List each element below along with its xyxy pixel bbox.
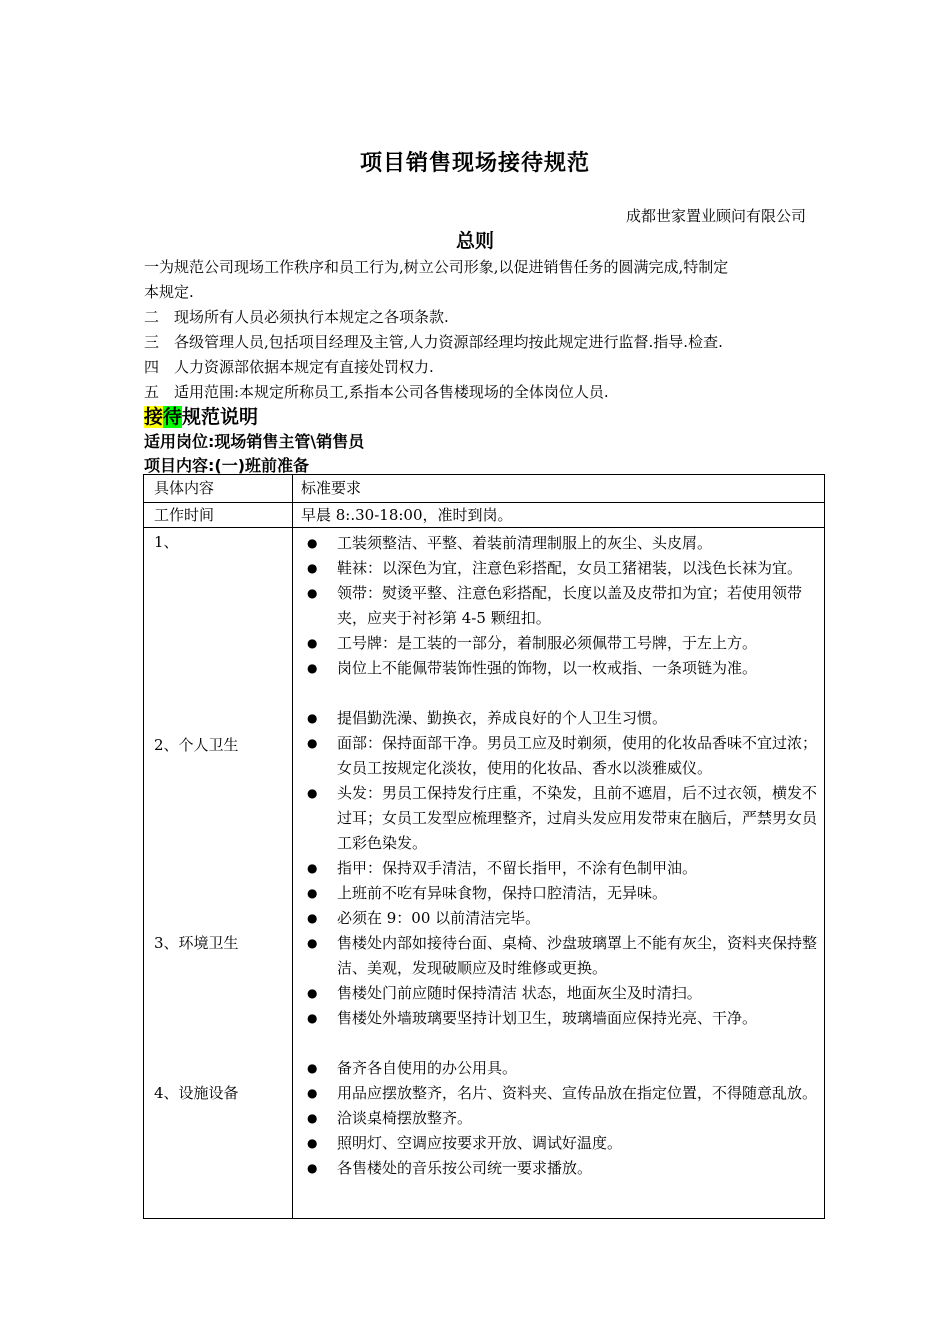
project-content: 项目内容:(一)班前准备 (144, 456, 310, 475)
list-item: ● 售楼处外墙玻璃要坚持计划卫生，玻璃墙面应保持光亮、干净。 (301, 1006, 818, 1031)
section-heading-part2: 待 (163, 406, 183, 428)
list-item: ● 洽谈桌椅摆放整齐。 (301, 1106, 818, 1131)
general-heading: 总则 (455, 230, 494, 252)
list-item: ● 岗位上不能佩带装饰性强的饰物，以一枚戒指、一条项链为准。 (301, 656, 818, 681)
list-item: ● 面部：保持面部干净。男员工应及时剃须，使用的化妆品香味不宜过浓；女员工按规定化淡妆，使用的化妆品、香水以淡雅威仪。 (301, 731, 818, 781)
bullet-icon: ● (307, 586, 318, 600)
general-item: 五 适用范围:本规定所称员工,系指本公司各售楼现场的全体岗位人员. (144, 383, 609, 401)
list-item: ● 提倡勤洗澡、勤换衣，养成良好的个人卫生习惯。 (301, 706, 818, 731)
bullet-icon: ● (307, 886, 318, 900)
section-heading-part1: 接 (144, 406, 164, 428)
general-item: 四 人力资源部依据本规定有直接处罚权力. (144, 358, 434, 376)
bullet-icon: ● (307, 1111, 318, 1125)
list-item: ● 照明灯、空调应按要求开放、调试好温度。 (301, 1131, 818, 1156)
list-item: ● 售楼处门前应随时保持清洁 状态，地面灰尘及时清扫。 (301, 981, 818, 1006)
worktime-label: 工作时间 (144, 503, 293, 528)
list-item: ● 售楼处内部如接待台面、桌椅、沙盘玻璃罩上不能有灰尘，资料夹保持整洁、美观，发现破顺应及时维修或更换。 (301, 931, 818, 981)
general-item: 一为规范公司现场工作秩序和员工行为,树立公司形象,以促进销售任务的圆满完成,特制定 (144, 258, 729, 276)
bullet-icon: ● (307, 1161, 318, 1175)
general-item: 三 各级管理人员,包括项目经理及主管,人力资源部经理均按此规定进行监督.指导.检查. (144, 333, 723, 351)
worktime-value: 早晨 8:.30-18:00，准时到岗。 (293, 503, 825, 528)
bullet-icon: ● (307, 711, 318, 725)
bullet-icon: ● (307, 536, 318, 550)
section-label-4: 4、设施设备 (154, 1084, 239, 1102)
bullet-icon: ● (307, 1061, 318, 1075)
header-col1: 具体内容 (144, 475, 293, 503)
general-item: 二 现场所有人员必须执行本规定之各项条款. (144, 308, 449, 326)
bullet-icon: ● (307, 561, 318, 575)
bullet-icon: ● (307, 736, 318, 750)
list-item: ● 指甲：保持双手清洁，不留长指甲，不涂有色制甲油。 (301, 856, 818, 881)
bullets-cell (293, 528, 825, 1219)
list-item: ● 用品应摆放整齐，名片、资料夹、宣传品放在指定位置，不得随意乱放。 (301, 1081, 818, 1106)
bullet-icon: ● (307, 661, 318, 675)
general-item: 本规定. (144, 283, 194, 301)
section-label-1: 1、 (154, 533, 179, 551)
list-item: ● 必须在 9：00 以前清洁完毕。 (301, 906, 818, 931)
list-item: ● 备齐各自使用的办公用具。 (301, 1056, 818, 1081)
bullet-icon: ● (307, 1086, 318, 1100)
list-item: ● 鞋袜：以深色为宜，注意色彩搭配，女员工猪裙装，以浅色长袜为宜。 (301, 556, 818, 581)
table-row (144, 528, 825, 1219)
bullet-icon: ● (307, 936, 318, 950)
standards-table (143, 474, 825, 1219)
company-name: 成都世家置业顾问有限公司 (625, 207, 806, 225)
bullet-icon: ● (307, 786, 318, 800)
page-title: 项目销售现场接待规范 (359, 151, 590, 176)
bullet-icon: ● (307, 636, 318, 650)
applicable-post: 适用岗位:现场销售主管\销售员 (144, 432, 365, 451)
bullet-icon: ● (307, 1136, 318, 1150)
list-item: ● 上班前不吃有异味食物，保持口腔清洁，无异味。 (301, 881, 818, 906)
list-item: ● 工装须整洁、平整、着装前清理制服上的灰尘、头皮屑。 (301, 531, 818, 556)
bullet-icon: ● (307, 911, 318, 925)
section-heading (144, 402, 258, 429)
header-col2: 标准要求 (293, 475, 825, 503)
bullet-icon: ● (307, 1011, 318, 1025)
list-item: ● 领带：熨烫平整、注意色彩搭配，长度以盖及皮带扣为宜；若使用领带夹，应夹于衬衫第 4-5 颗纽扣。 (301, 581, 818, 631)
bullet-icon: ● (307, 861, 318, 875)
section-label-2: 2、个人卫生 (154, 736, 239, 754)
bullet-icon: ● (307, 986, 318, 1000)
section-labels-cell (144, 528, 293, 1219)
list-item: ● 工号牌：是工装的一部分，着制服必须佩带工号牌，于左上方。 (301, 631, 818, 656)
table-header-row (144, 475, 825, 503)
section-heading-part3: 规范说明 (182, 406, 259, 428)
section-label-3: 3、环境卫生 (154, 934, 239, 952)
list-item: ● 头发：男员工保持发行庄重，不染发，且前不遮眉，后不过衣领，横发不过耳；女员工发型应梳理整齐，过肩头发应用发带束在脑后，严禁男女员工彩色染发。 (301, 781, 818, 856)
table-row (144, 503, 825, 528)
list-item: ● 各售楼处的音乐按公司统一要求播放。 (301, 1156, 818, 1181)
